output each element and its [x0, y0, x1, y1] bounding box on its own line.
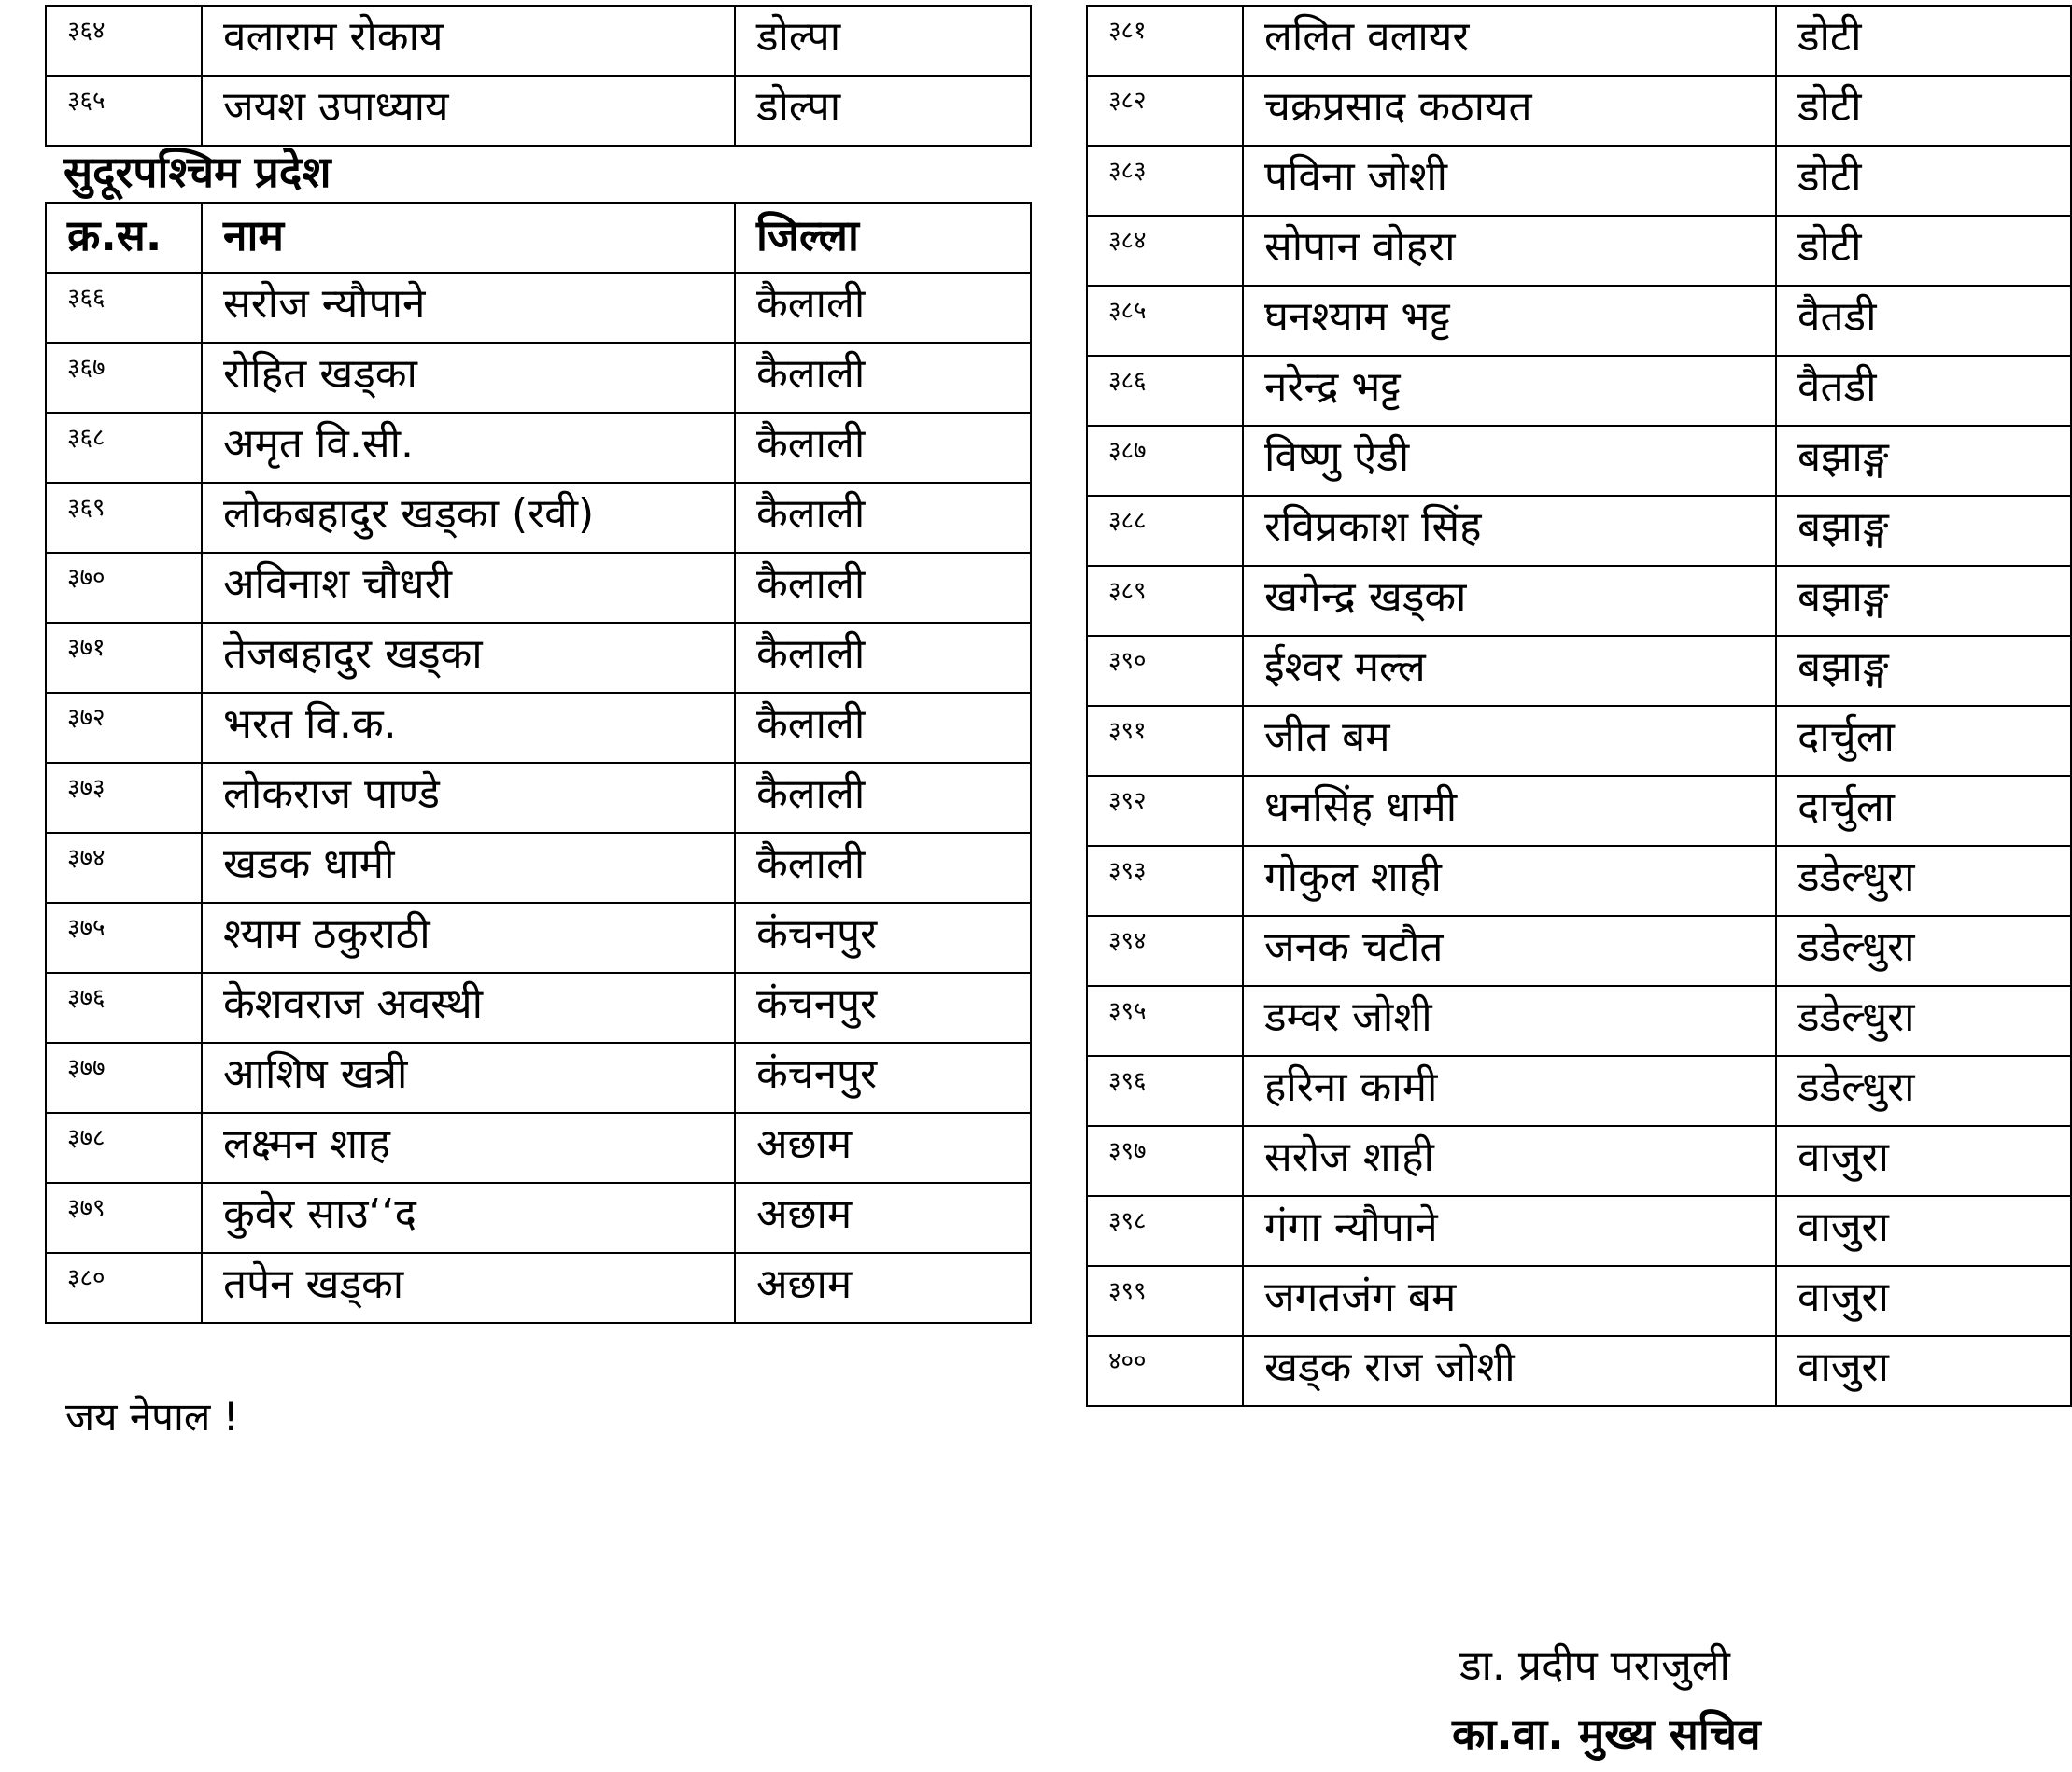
serial-number: ३९८ — [1087, 1196, 1243, 1266]
serial-number: ३७४ — [46, 833, 202, 903]
district-name: वैतडी — [1776, 356, 2071, 426]
serial-number: ३९७ — [1087, 1126, 1243, 1196]
district-name: बझाङ्ग — [1776, 496, 2071, 566]
table-row — [1087, 1196, 2071, 1266]
district-name: कंचनपुर — [735, 903, 1031, 973]
district-name: वाजुरा — [1776, 1196, 2071, 1266]
table-row — [46, 973, 1031, 1043]
table-row — [1087, 286, 2071, 356]
table-row — [1087, 916, 2071, 986]
serial-number: ३६६ — [46, 273, 202, 343]
signatory-title: का.वा. मुख्य सचिव — [1452, 1709, 1761, 1759]
table-row — [1087, 356, 2071, 426]
table-row — [46, 6, 1031, 76]
table-row — [1087, 986, 2071, 1056]
table-row — [1087, 216, 2071, 286]
person-name: केशवराज अवस्थी — [202, 973, 735, 1043]
person-name: लोकबहादुर खड्का (रवी) — [202, 483, 735, 553]
person-name: हरिना कामी — [1243, 1056, 1776, 1126]
serial-number: ३९० — [1087, 636, 1243, 706]
district-name: डोटी — [1776, 6, 2071, 76]
district-name: डडेल्धुरा — [1776, 916, 2071, 986]
table-row — [1087, 6, 2071, 76]
serial-number: ३७६ — [46, 973, 202, 1043]
district-name: कैलाली — [735, 833, 1031, 903]
district-name: कैलाली — [735, 693, 1031, 763]
person-name: सरोज न्यौपाने — [202, 273, 735, 343]
serial-number: ३७१ — [46, 623, 202, 693]
serial-number: ३८५ — [1087, 286, 1243, 356]
district-name: कंचनपुर — [735, 1043, 1031, 1113]
serial-number: ३८१ — [1087, 6, 1243, 76]
serial-number: ३८९ — [1087, 566, 1243, 636]
serial-number: ३९५ — [1087, 986, 1243, 1056]
serial-number: ३८७ — [1087, 426, 1243, 496]
district-name: अछाम — [735, 1183, 1031, 1253]
district-name: डोल्पा — [735, 76, 1031, 146]
serial-number: ३७९ — [46, 1183, 202, 1253]
district-name: दार्चुला — [1776, 776, 2071, 846]
district-name: वाजुरा — [1776, 1126, 2071, 1196]
serial-number: ३९१ — [1087, 706, 1243, 776]
person-name: अविनाश चौधरी — [202, 553, 735, 623]
person-name: खडक धामी — [202, 833, 735, 903]
continued-table — [45, 5, 1032, 147]
district-name: डोटी — [1776, 216, 2071, 286]
serial-number: ३८३ — [1087, 146, 1243, 216]
person-name: भरत वि.क. — [202, 693, 735, 763]
person-name: तेजबहादुर खड्का — [202, 623, 735, 693]
table-row — [1087, 846, 2071, 916]
serial-number: ३६५ — [46, 76, 202, 146]
serial-number: ३९३ — [1087, 846, 1243, 916]
district-name: डोल्पा — [735, 6, 1031, 76]
table-row — [46, 1183, 1031, 1253]
header-sn: क्र.स. — [46, 203, 202, 273]
table-row — [1087, 1056, 2071, 1126]
header-row — [46, 203, 1031, 273]
person-name: सोपान वोहरा — [1243, 216, 1776, 286]
table-row — [1087, 146, 2071, 216]
serial-number: ३९२ — [1087, 776, 1243, 846]
serial-number: ३८४ — [1087, 216, 1243, 286]
table-row — [46, 273, 1031, 343]
person-name: रविप्रकाश सिंह — [1243, 496, 1776, 566]
district-name: कंचनपुर — [735, 973, 1031, 1043]
district-name: वैतडी — [1776, 286, 2071, 356]
person-name: तपेन खड्का — [202, 1253, 735, 1323]
table-row — [1087, 426, 2071, 496]
person-name: आशिष खत्री — [202, 1043, 735, 1113]
table-row — [46, 1253, 1031, 1323]
serial-number: ३७५ — [46, 903, 202, 973]
left-table — [45, 202, 1032, 1324]
table-row — [1087, 76, 2071, 146]
person-name: ईश्वर मल्ल — [1243, 636, 1776, 706]
person-name: खगेन्द्र खड्का — [1243, 566, 1776, 636]
district-name: कैलाली — [735, 413, 1031, 483]
person-name: जयश उपाध्याय — [202, 76, 735, 146]
serial-number: ३७८ — [46, 1113, 202, 1183]
district-name: अछाम — [735, 1113, 1031, 1183]
district-name: डोटी — [1776, 76, 2071, 146]
district-name: कैलाली — [735, 553, 1031, 623]
table-body — [46, 203, 1031, 1323]
signatory-name: डा. प्रदीप पराजुली — [1459, 1642, 1730, 1690]
serial-number: ४०० — [1087, 1336, 1243, 1406]
person-name: लोकराज पाण्डे — [202, 763, 735, 833]
serial-number: ३७७ — [46, 1043, 202, 1113]
district-name: वाजुरा — [1776, 1266, 2071, 1336]
district-name: बझाङ्ग — [1776, 566, 2071, 636]
district-name: बझाङ्ग — [1776, 426, 2071, 496]
table-row — [1087, 1266, 2071, 1336]
person-name: सरोज शाही — [1243, 1126, 1776, 1196]
greeting: जय नेपाल ! — [65, 1394, 239, 1440]
serial-number: ३६९ — [46, 483, 202, 553]
person-name: डम्वर जोशी — [1243, 986, 1776, 1056]
table-row — [46, 833, 1031, 903]
district-name: वाजुरा — [1776, 1336, 2071, 1406]
serial-number: ३६४ — [46, 6, 202, 76]
table-body — [46, 6, 1031, 146]
person-name: रोहित खड्का — [202, 343, 735, 413]
district-name: कैलाली — [735, 273, 1031, 343]
serial-number: ३९४ — [1087, 916, 1243, 986]
serial-number: ३९६ — [1087, 1056, 1243, 1126]
person-name: ललित वलायर — [1243, 6, 1776, 76]
district-name: डोटी — [1776, 146, 2071, 216]
section-heading: सुदूरपश्चिम प्रदेश — [63, 147, 331, 197]
header-name: नाम — [202, 203, 735, 273]
person-name: जनक चटौत — [1243, 916, 1776, 986]
person-name: जगतजंग बम — [1243, 1266, 1776, 1336]
table-row — [46, 76, 1031, 146]
person-name: नरेन्द्र भट्ट — [1243, 356, 1776, 426]
table-row — [46, 343, 1031, 413]
district-name: बझाङ्ग — [1776, 636, 2071, 706]
serial-number: ३९९ — [1087, 1266, 1243, 1336]
table-row — [46, 693, 1031, 763]
person-name: विष्णु ऐडी — [1243, 426, 1776, 496]
person-name: धनसिंह धामी — [1243, 776, 1776, 846]
serial-number: ३८६ — [1087, 356, 1243, 426]
table-body — [1087, 6, 2071, 1406]
district-name: कैलाली — [735, 483, 1031, 553]
serial-number: ३६८ — [46, 413, 202, 483]
table-row — [1087, 566, 2071, 636]
serial-number: ३७० — [46, 553, 202, 623]
serial-number: ३७२ — [46, 693, 202, 763]
person-name: खड्क राज जोशी — [1243, 1336, 1776, 1406]
district-name: डडेल्धुरा — [1776, 846, 2071, 916]
person-name: वलाराम रोकाय — [202, 6, 735, 76]
person-name: चक्रप्रसाद कठायत — [1243, 76, 1776, 146]
table-row — [1087, 1126, 2071, 1196]
person-name: कुवेर साउ‘‘द — [202, 1183, 735, 1253]
serial-number: ३६७ — [46, 343, 202, 413]
person-name: पविना जोशी — [1243, 146, 1776, 216]
district-name: डडेल्धुरा — [1776, 1056, 2071, 1126]
person-name: लक्ष्मन शाह — [202, 1113, 735, 1183]
district-name: दार्चुला — [1776, 706, 2071, 776]
serial-number: ३८२ — [1087, 76, 1243, 146]
serial-number: ३७३ — [46, 763, 202, 833]
serial-number: ३८८ — [1087, 496, 1243, 566]
table-row — [1087, 776, 2071, 846]
table-row — [46, 553, 1031, 623]
person-name: गंगा न्यौपाने — [1243, 1196, 1776, 1266]
table-row — [46, 413, 1031, 483]
district-name: कैलाली — [735, 763, 1031, 833]
district-name: अछाम — [735, 1253, 1031, 1323]
person-name: घनश्याम भट्ट — [1243, 286, 1776, 356]
table-row — [46, 483, 1031, 553]
person-name: श्याम ठकुराठी — [202, 903, 735, 973]
person-name: अमृत वि.सी. — [202, 413, 735, 483]
table-row — [46, 623, 1031, 693]
district-name: कैलाली — [735, 623, 1031, 693]
person-name: जीत बम — [1243, 706, 1776, 776]
table-row — [46, 903, 1031, 973]
table-row — [1087, 1336, 2071, 1406]
serial-number: ३८० — [46, 1253, 202, 1323]
right-table — [1086, 5, 2072, 1407]
table-row — [46, 763, 1031, 833]
table-row — [46, 1043, 1031, 1113]
table-row — [46, 1113, 1031, 1183]
table-row — [1087, 496, 2071, 566]
person-name: गोकुल शाही — [1243, 846, 1776, 916]
table-row — [1087, 706, 2071, 776]
district-name: डडेल्धुरा — [1776, 986, 2071, 1056]
district-name: कैलाली — [735, 343, 1031, 413]
table-row — [1087, 636, 2071, 706]
header-district: जिल्ला — [735, 203, 1031, 273]
